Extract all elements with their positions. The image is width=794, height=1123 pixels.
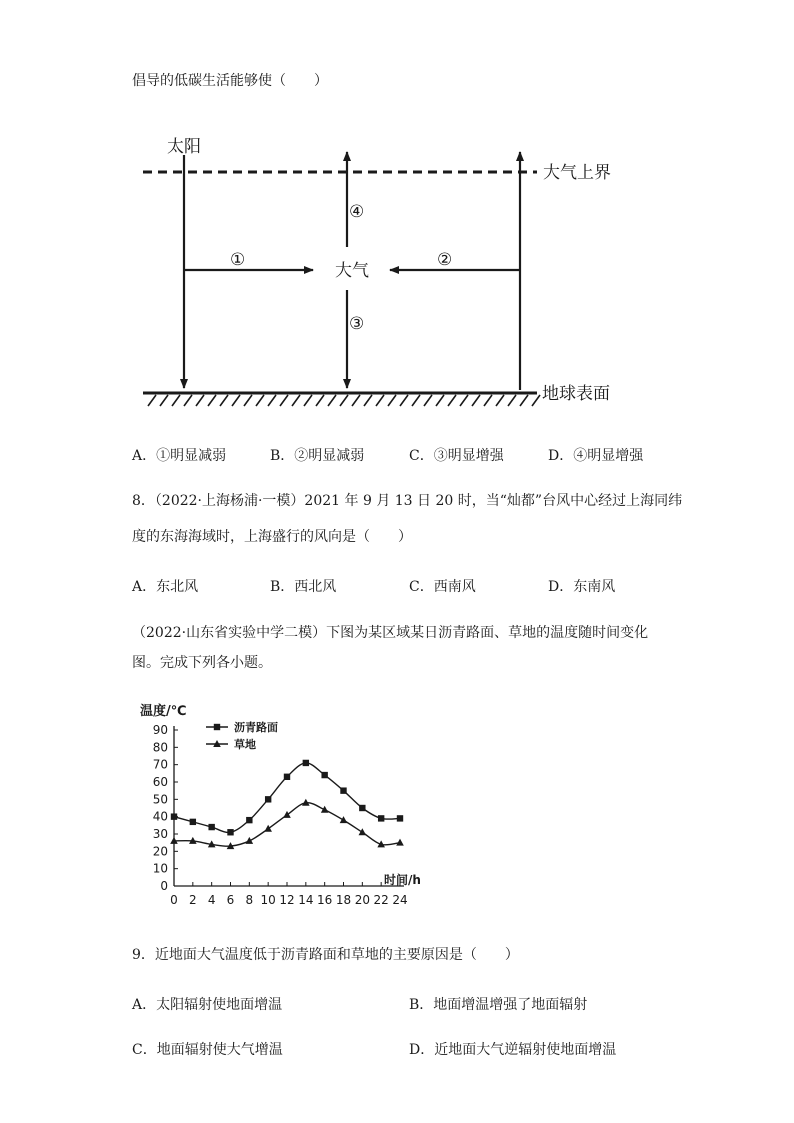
data-point-square bbox=[378, 815, 384, 821]
data-point-square bbox=[397, 815, 403, 821]
data-point-triangle bbox=[246, 837, 254, 844]
q8-option-c[interactable]: C．西南风 bbox=[409, 579, 476, 595]
q9-option-b[interactable]: B．地面增温增强了地面辐射 bbox=[409, 997, 588, 1013]
x-tick-label: 0 bbox=[170, 893, 178, 907]
y-tick-label: 80 bbox=[152, 740, 168, 755]
y-tick-label: 20 bbox=[152, 844, 168, 859]
surface-label: 地球表面 bbox=[542, 384, 610, 404]
legend-marker-square bbox=[214, 724, 220, 730]
x-tick-label: 22 bbox=[373, 893, 389, 907]
data-point-square bbox=[208, 824, 214, 830]
x-tick-label: 20 bbox=[354, 893, 370, 907]
atmosphere-diagram bbox=[0, 0, 794, 440]
y-tick-label: 40 bbox=[152, 809, 168, 824]
q7-option-c[interactable]: C．③明显增强 bbox=[409, 448, 504, 464]
x-tick-label: 2 bbox=[189, 893, 197, 907]
y-tick-label: 70 bbox=[152, 757, 168, 772]
q9-option-a[interactable]: A．太阳辐射使地面增温 bbox=[132, 997, 283, 1013]
mark-1: ① bbox=[230, 250, 246, 270]
top-boundary-label: 大气上界 bbox=[543, 163, 611, 183]
temperature-chart bbox=[130, 698, 430, 916]
x-tick-label: 8 bbox=[245, 893, 254, 907]
q7-stem: 倡导的低碳生活能够使（ ） bbox=[132, 73, 328, 89]
y-tick-label: 0 bbox=[160, 879, 168, 893]
data-point-triangle bbox=[283, 811, 291, 818]
x-tick-label: 16 bbox=[317, 893, 333, 907]
x-axis-label: 时间/h bbox=[384, 873, 421, 887]
y-axis-label: 温度/℃ bbox=[140, 704, 187, 719]
x-tick-label: 4 bbox=[207, 893, 216, 907]
q8-stem-line2: 度的东海海域时，上海盛行的风向是（ ） bbox=[132, 529, 412, 545]
x-tick-label: 14 bbox=[298, 893, 314, 907]
q9-option-d[interactable]: D．近地面大气逆辐射使地面增温 bbox=[409, 1042, 617, 1058]
y-tick-label: 30 bbox=[152, 827, 168, 841]
y-tick-label: 10 bbox=[152, 861, 168, 876]
q8-stem-line1: 8．（2022·上海杨浦·一模）2021 年 9 月 13 日 20 时，当“灿都”台风中心经过上海同纬 bbox=[132, 493, 683, 509]
data-point-triangle bbox=[359, 828, 367, 835]
data-point-square bbox=[284, 774, 290, 780]
y-tick-label: 60 bbox=[152, 775, 168, 789]
q7-option-d[interactable]: D．④明显增强 bbox=[548, 448, 644, 464]
data-point-square bbox=[265, 796, 271, 802]
mark-3: ③ bbox=[349, 314, 365, 334]
legend-label-2: 草地 bbox=[234, 738, 256, 751]
data-point-triangle bbox=[340, 816, 348, 823]
q8-option-d[interactable]: D．东南风 bbox=[548, 579, 616, 595]
y-tick-label: 50 bbox=[152, 792, 168, 807]
data-point-square bbox=[303, 760, 309, 766]
q8-option-a[interactable]: A．东北风 bbox=[132, 579, 199, 595]
x-tick-label: 18 bbox=[335, 893, 352, 907]
series-line-2 bbox=[174, 803, 400, 847]
x-tick-label: 12 bbox=[279, 893, 295, 907]
atmosphere-label: 大气 bbox=[335, 261, 369, 281]
data-point-square bbox=[171, 813, 177, 819]
data-point-square bbox=[190, 819, 196, 825]
mark-4: ④ bbox=[349, 202, 365, 222]
x-tick-label: 10 bbox=[260, 893, 276, 907]
data-point-square bbox=[321, 772, 327, 778]
data-point-triangle bbox=[321, 806, 329, 813]
data-point-square bbox=[227, 829, 233, 835]
data-point-triangle bbox=[264, 825, 272, 832]
legend-label-1: 沥青路面 bbox=[234, 721, 278, 734]
q8-option-b[interactable]: B．西北风 bbox=[270, 579, 337, 595]
q9-option-c[interactable]: C．地面辐射使大气增温 bbox=[132, 1042, 283, 1058]
q9-stem: 9．近地面大气温度低于沥青路面和草地的主要原因是（ ） bbox=[132, 947, 519, 963]
x-tick-label: 24 bbox=[392, 893, 408, 907]
intro-line1: （2022·山东省实验中学二模）下图为某区域某日沥青路面、草地的温度随时间变化 bbox=[132, 625, 649, 641]
mark-2: ② bbox=[437, 250, 453, 270]
q7-option-b[interactable]: B．②明显减弱 bbox=[270, 448, 365, 464]
data-point-square bbox=[246, 817, 252, 823]
y-tick-label: 90 bbox=[152, 723, 168, 737]
series-line-1 bbox=[174, 763, 400, 833]
data-point-square bbox=[340, 787, 346, 793]
ground-surface bbox=[143, 393, 540, 406]
intro-line2: 图。完成下列各小题。 bbox=[132, 655, 272, 671]
data-point-triangle bbox=[396, 839, 404, 846]
q7-option-a[interactable]: A．①明显减弱 bbox=[132, 448, 227, 464]
x-tick-label: 6 bbox=[226, 893, 235, 907]
data-point-square bbox=[359, 805, 365, 811]
sun-label: 太阳 bbox=[167, 137, 201, 157]
